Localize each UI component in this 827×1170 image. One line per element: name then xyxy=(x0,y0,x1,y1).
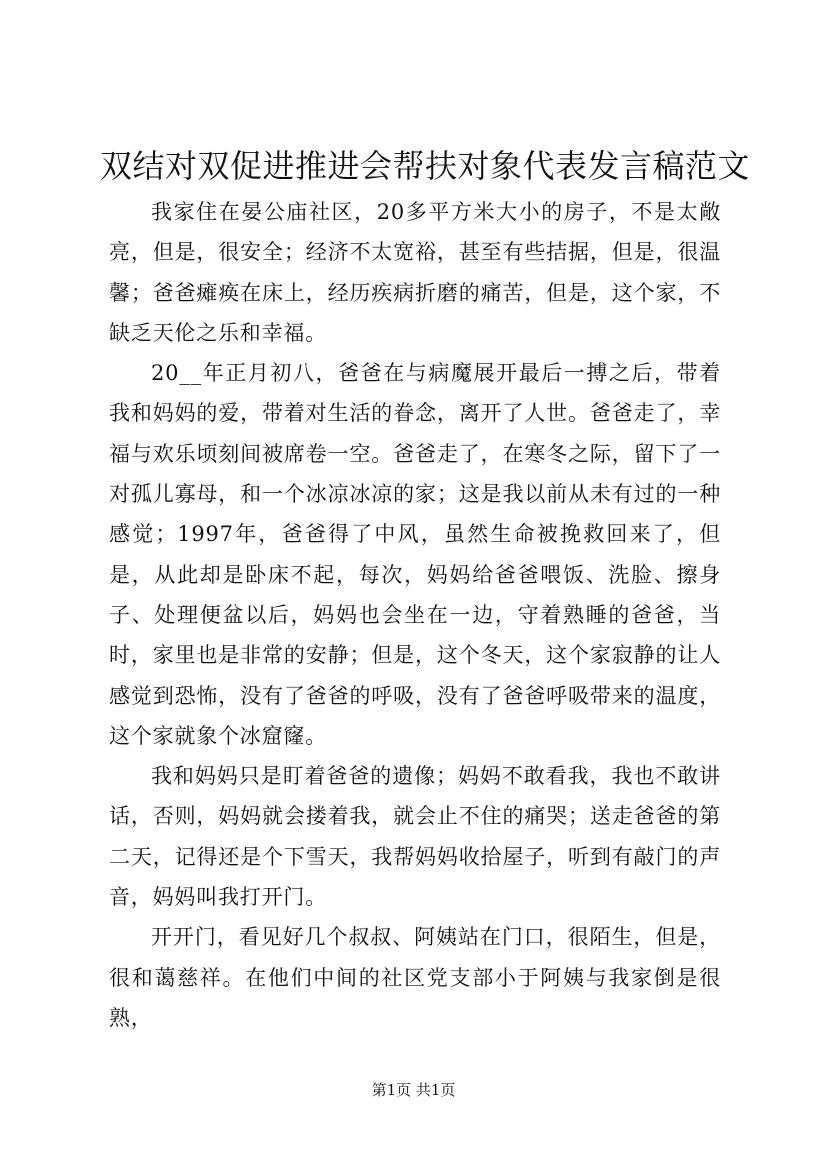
document-title: 双结对双促进推进会帮扶对象代表发言稿范文 xyxy=(100,147,751,185)
paragraph-4: 开开门，看见好几个叔叔、阿姨站在门口，很陌生，但是，很和蔼慈祥。在他们中间的社区党支部小于阿姨与我家倒是很熟， xyxy=(109,925,721,1030)
page-number: 第1页 共1页 xyxy=(371,1081,456,1099)
document-body xyxy=(109,192,721,1038)
paragraph-3: 我和妈妈只是盯着爸爸的遗像；妈妈不敢看我，我也不敢讲话，否则，妈妈就会搂着我，就会止不住的痛哭；送走爸爸的第二天，记得还是个下雪天，我帮妈妈收拾屋子，听到有敲门的声音，妈妈叫我打开门。 xyxy=(109,764,721,910)
paragraph-1: 我家住在晏公庙社区，20多平方米大小的房子，不是太敞亮，但是，很安全；经济不太宽裕，甚至有些拮据，但是，很温馨；爸爸瘫痪在床上，经历疾病折磨的痛苦，但是，这个家，不缺乏天伦之乐和幸福。 xyxy=(109,200,721,345)
paragraph-2: 20__年正月初八，爸爸在与病魔展开最后一搏之后，带着我和妈妈的爱，带着对生活的眷念，离开了人世。爸爸走了，幸福与欢乐顷刻间被席卷一空。爸爸走了，在寒冬之际，留下了一对孤儿寡母，和一个冰凉冰凉的家；这是我以前从未有过的一种感觉；1997年，爸爸得了中风，虽然生命被挽救回来了，但是，从此却是卧床不起，每次，妈妈给爸爸喂饭、洗脸、擦身子、处理便盆以后，妈妈也会坐在一边，守着熟睡的爸爸，当时，家里也是非常的安静；但是，这个冬天，这个家寂静的让人感觉到恐怖，没有了爸爸的呼吸，没有了爸爸呼吸带来的温度，这个家就象个冰窟窿。 xyxy=(109,361,721,748)
